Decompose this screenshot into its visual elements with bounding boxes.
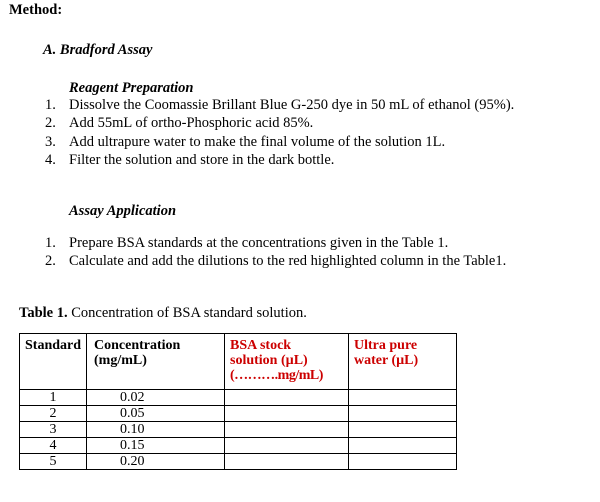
header-bsa-line: solution (µL) xyxy=(230,353,308,368)
cell-bsa-stock xyxy=(225,454,349,470)
reagent-step-text: Filter the solution and store in the dark bottle. xyxy=(69,152,335,168)
table-row xyxy=(20,390,457,406)
reagent-step-num: 2. xyxy=(45,115,56,131)
reagent-preparation-title: Reagent Preparation xyxy=(69,80,194,96)
cell-bsa-stock xyxy=(225,438,349,454)
cell-water xyxy=(349,438,457,454)
reagent-step-text: Dissolve the Coomassie Brillant Blue G-250 dye in 50 mL of ethanol (95%). xyxy=(69,97,515,113)
cell-water xyxy=(349,406,457,422)
header-water-line: Ultra pure xyxy=(354,338,418,353)
header-concentration-line: Concentration xyxy=(94,338,181,353)
cell-concentration: 0.05 xyxy=(87,406,225,422)
cell-water xyxy=(349,422,457,438)
cell-standard: 4 xyxy=(20,438,87,454)
assay-step-num: 1. xyxy=(45,235,56,251)
cell-water xyxy=(349,390,457,406)
assay-application-title: Assay Application xyxy=(69,203,177,219)
section-a-title: A. Bradford Assay xyxy=(43,42,153,58)
cell-standard: 2 xyxy=(20,406,87,422)
table-caption-text: Concentration of BSA standard solution. xyxy=(67,305,307,321)
reagent-step-num: 1. xyxy=(45,97,56,113)
assay-step-text: Calculate and add the dilutions to the red highlighted column in the Table1. xyxy=(69,253,507,269)
bsa-standards-table xyxy=(19,333,457,470)
table-caption-label: Table 1. xyxy=(19,305,68,321)
header-bsa-line: (……….mg/mL) xyxy=(230,368,323,383)
cell-standard: 5 xyxy=(20,454,87,470)
table-caption xyxy=(19,305,307,322)
header-concentration-unit: (mg/mL) xyxy=(94,353,147,368)
cell-concentration: 0.15 xyxy=(87,438,225,454)
header-bsa-line: BSA stock xyxy=(230,338,292,353)
reagent-step-num: 4. xyxy=(45,152,56,168)
header-ultrapure-water xyxy=(349,334,457,390)
header-water-line: water (µL) xyxy=(354,353,419,368)
cell-concentration: 0.02 xyxy=(87,390,225,406)
cell-water xyxy=(349,454,457,470)
table-row xyxy=(20,406,457,422)
table-row xyxy=(20,438,457,454)
table-row xyxy=(20,454,457,470)
assay-step-text: Prepare BSA standards at the concentrations given in the Table 1. xyxy=(69,235,449,251)
header-concentration xyxy=(87,334,225,390)
reagent-step-text: Add ultrapure water to make the final volume of the solution 1L. xyxy=(69,134,446,150)
assay-step-num: 2. xyxy=(45,253,56,269)
method-heading: Method: xyxy=(9,2,63,18)
table-row xyxy=(20,422,457,438)
cell-standard: 3 xyxy=(20,422,87,438)
table-header-row xyxy=(20,334,457,390)
cell-bsa-stock xyxy=(225,406,349,422)
cell-bsa-stock xyxy=(225,422,349,438)
reagent-step-text: Add 55mL of ortho-Phosphoric acid 85%. xyxy=(69,115,314,131)
cell-concentration: 0.10 xyxy=(87,422,225,438)
header-standard: Standard xyxy=(20,334,87,390)
reagent-step-num: 3. xyxy=(45,134,56,150)
cell-concentration: 0.20 xyxy=(87,454,225,470)
cell-bsa-stock xyxy=(225,390,349,406)
header-bsa-stock xyxy=(225,334,349,390)
cell-standard: 1 xyxy=(20,390,87,406)
